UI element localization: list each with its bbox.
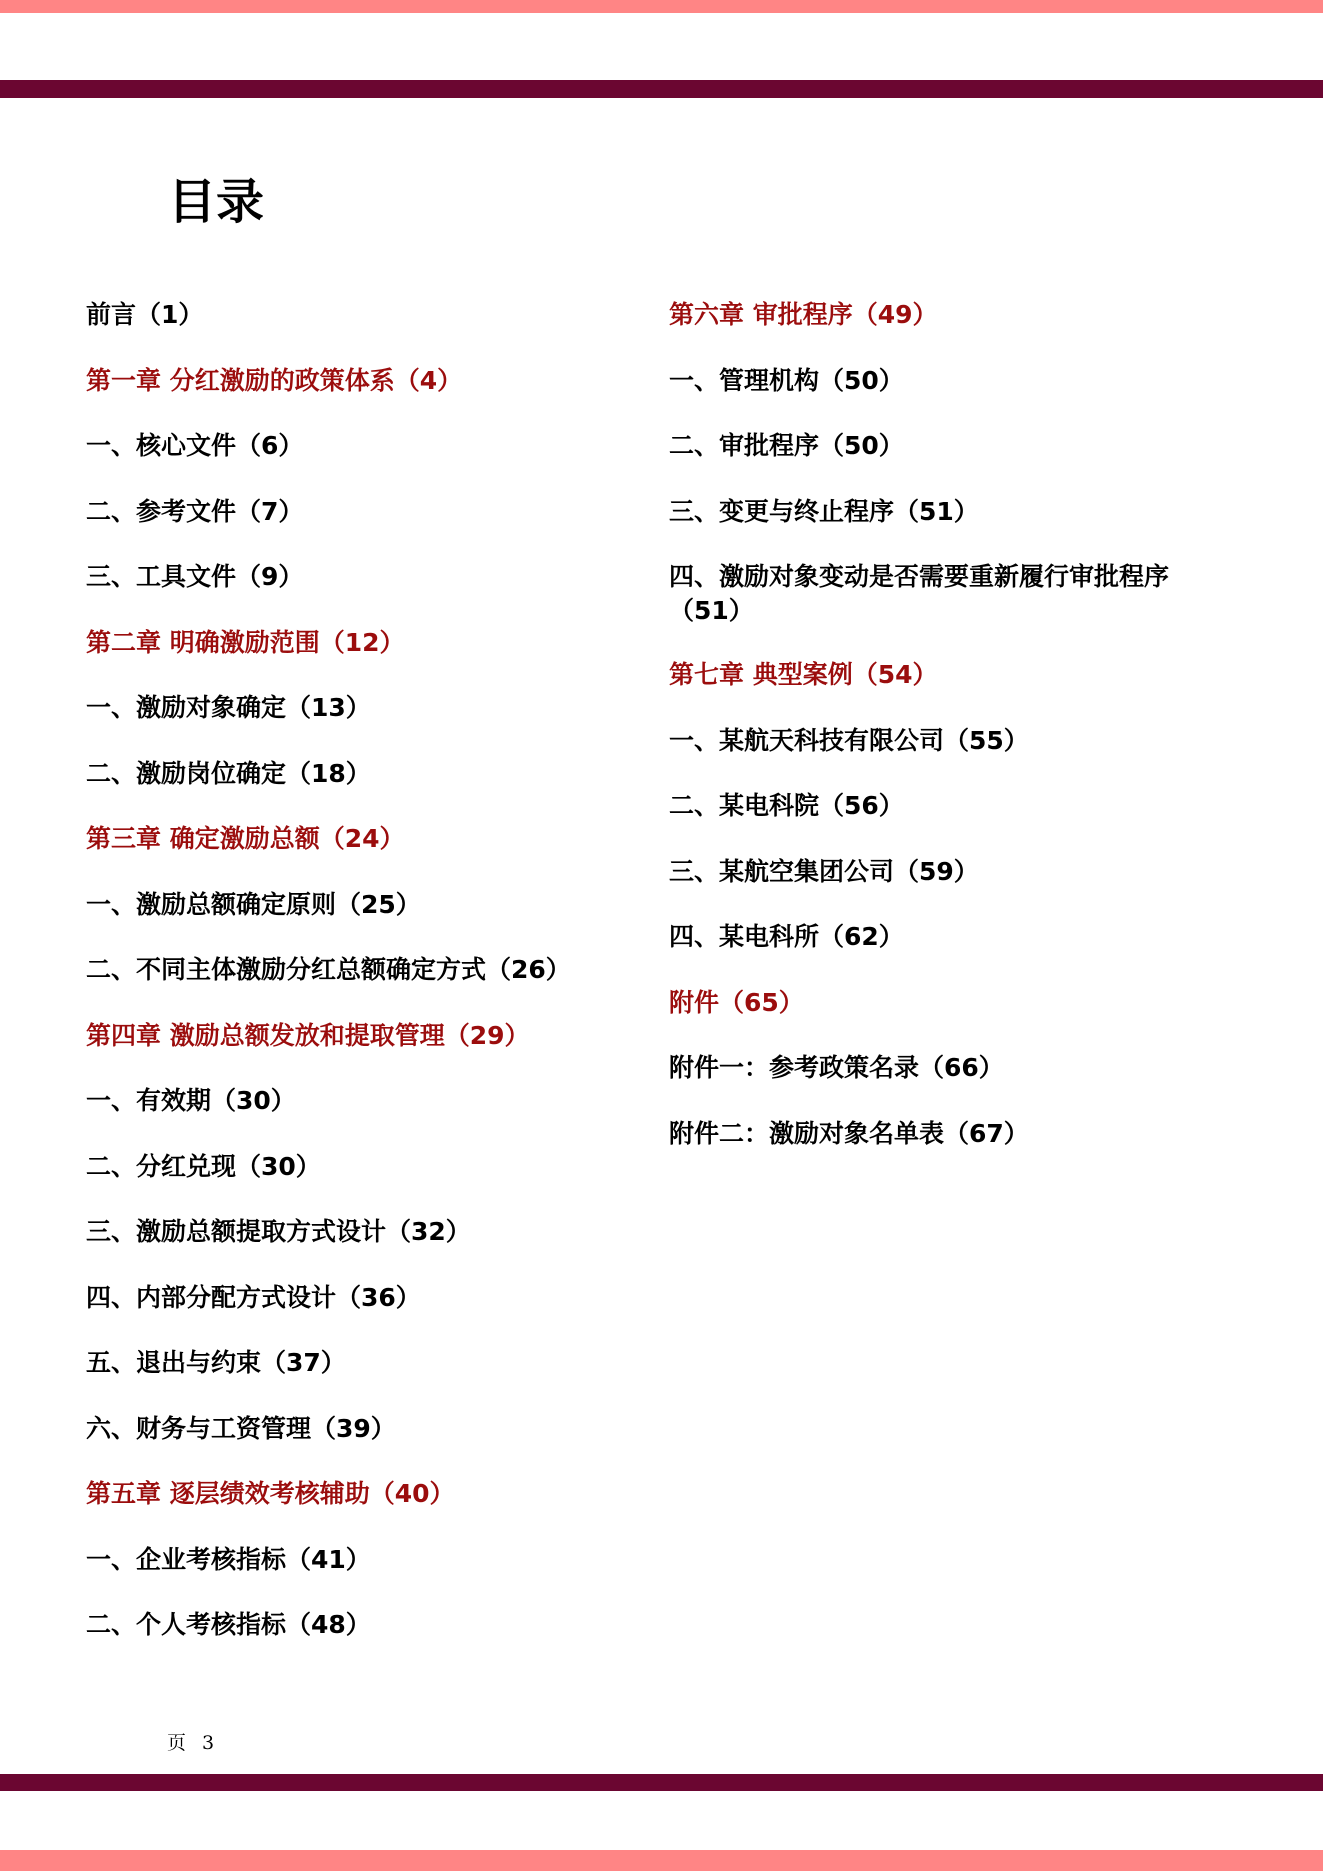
bottom-pink-band [0,1850,1323,1871]
page-number: 3 [202,1732,217,1754]
toc-section-entry[interactable]: 二、个人考核指标（48） [86,1610,371,1639]
toc-chapter-entry[interactable]: 第四章 激励总额发放和提取管理（29） [86,1020,530,1050]
toc-right-column [669,298,1229,1182]
bottom-maroon-band [0,1774,1323,1791]
toc-chapter-entry[interactable]: 附件（65） [669,987,804,1017]
toc-section-entry[interactable]: 四、某电科所（62） [669,922,904,951]
toc-section-entry[interactable]: 一、激励对象确定（13） [86,693,371,722]
toc-chapter-entry[interactable]: 第五章 逐层绩效考核辅助（40） [86,1479,455,1508]
toc-section-entry[interactable]: 三、变更与终止程序（51） [669,496,979,526]
toc-section-entry[interactable]: 二、参考文件（7） [86,496,304,526]
toc-section-entry[interactable]: 五、退出与约束（37） [86,1348,346,1377]
page-footer [167,1728,230,1755]
toc-section-entry[interactable]: 附件二：激励对象名单表（67） [669,1118,1029,1148]
toc-section-entry[interactable]: 二、某电科院（56） [669,791,904,820]
toc-section-entry[interactable]: 三、激励总额提取方式设计（32） [86,1217,471,1246]
toc-section-entry[interactable]: 一、有效期（30） [86,1086,296,1115]
toc-section-entry[interactable]: 一、某航天科技有限公司（55） [669,725,1029,755]
toc-section-entry[interactable]: 前言（1） [86,300,204,329]
toc-section-entry[interactable]: 二、分红兑现（30） [86,1151,321,1181]
toc-section-entry[interactable]: 三、某航空集团公司（59） [669,856,979,886]
toc-section-entry[interactable]: 四、内部分配方式设计（36） [86,1282,421,1312]
toc-section-entry[interactable]: 一、激励总额确定原则（25） [86,889,421,919]
toc-section-entry[interactable]: 二、审批程序（50） [669,431,904,460]
toc-section-entry[interactable]: 一、核心文件（6） [86,431,304,460]
page-label: 页 [167,1732,189,1754]
toc-section-entry[interactable]: 一、企业考核指标（41） [86,1544,371,1574]
toc-section-entry[interactable]: 三、工具文件（9） [86,562,304,591]
toc-chapter-entry[interactable]: 第二章 明确激励范围（12） [86,627,405,657]
top-pink-band [0,0,1323,13]
toc-section-entry[interactable]: 一、管理机构（50） [669,365,904,395]
toc-section-entry[interactable]: 六、财务与工资管理（39） [86,1413,396,1443]
toc-section-entry[interactable]: 四、激励对象变动是否需要重新履行审批程序（51） [669,562,1170,625]
toc-section-entry[interactable]: 附件一：参考政策名录（66） [669,1053,1004,1082]
toc-chapter-entry[interactable]: 第七章 典型案例（54） [669,660,938,689]
toc-left-column [86,298,646,1674]
top-maroon-band [0,80,1323,98]
toc-title: 目录 [168,174,265,230]
toc-chapter-entry[interactable]: 第一章 分红激励的政策体系（4） [86,365,463,395]
toc-section-entry[interactable]: 二、激励岗位确定（18） [86,758,371,788]
toc-chapter-entry[interactable]: 第六章 审批程序（49） [669,300,938,329]
toc-chapter-entry[interactable]: 第三章 确定激励总额（24） [86,824,405,853]
toc-section-entry[interactable]: 二、不同主体激励分红总额确定方式（26） [86,955,571,984]
